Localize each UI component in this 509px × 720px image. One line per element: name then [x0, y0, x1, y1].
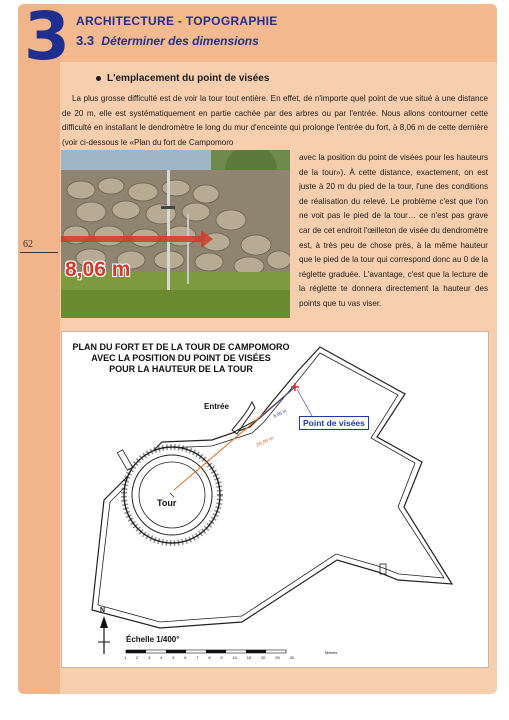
scale-tick: 9: [220, 655, 223, 660]
north-label: N: [100, 607, 106, 614]
scale-ticks: [124, 655, 294, 660]
distance-tower-label: 20,00 m: [255, 435, 275, 449]
subsection-number: 3.3: [76, 33, 95, 48]
bullet-heading-text: L'emplacement du point de visées: [107, 73, 270, 84]
scale-tick: 2: [136, 655, 139, 660]
wall-photo: [61, 150, 290, 318]
subsection-title: [76, 33, 259, 48]
entrance-label: Entrée: [204, 402, 229, 411]
scale-tick: 6: [184, 655, 187, 660]
scale-tick: 8: [208, 655, 211, 660]
scale-tick: 1: [124, 655, 127, 660]
distance-wall-label: 8,06 m: [272, 408, 288, 419]
scale-tick: 20: [260, 655, 266, 660]
scale-label: [126, 635, 179, 644]
scale-tick: 5: [172, 655, 175, 660]
chapter-number: 3: [24, 0, 68, 75]
scale-tick: 10: [232, 655, 237, 660]
scale-tick: 3: [148, 655, 151, 660]
side-paragraph: avec la position du point de visées pour les hauteurs de la tour»). À cette distance, exactement, on est juste à 20 m du pied de la tour, l'une des conditions de réalisation du relevé. Le problème c'est que l'on ne voit pas le pied de la tour… ce n'est pas grave car de cet endroit l'œilleton de visée du dendromètre est, à très peu de chose près, à la même hauteur que le pied de la tour qui correspond donc au 0 de la réglette graduée. L'avantage, c'est que la lecture de la réglette te donnera directement la hauteur des points que tu vas viser.: [299, 153, 488, 308]
bullet-heading: [96, 73, 269, 84]
fort-plan-figure: [61, 331, 489, 668]
wall-photo-illustration: [61, 150, 290, 318]
plan-title-line-3: POUR LA HAUTEUR DE LA TOUR: [109, 364, 253, 374]
intro-paragraph: La plus grosse difficulté est de voir la tour tout entière. En effet, de n'importe quel point de vue situé à une distance de 20 m, elle est systématiquement en partie cachée par des arbres ou par l'entrée. Nous allons contourner cette difficulté en installant le dendromètre le long du mur d'enceinte qui prolonge l'entrée du fort, à 8,06 m de cette dernière (voir ci-dessous le «Plan du fort de Campomoro: [62, 94, 488, 147]
fort-plan-drawing: [62, 332, 490, 669]
meters-label: Mètres: [325, 650, 338, 655]
page-number: 62: [23, 239, 33, 250]
point-leader-line: [297, 389, 312, 416]
scale-tick: 25: [275, 655, 280, 660]
side-bastion: [117, 450, 132, 470]
scale-bar-seg1: [126, 650, 146, 653]
scale-label-text: Échelle 1/400°: [126, 635, 180, 644]
scale-bar-seg2: [166, 650, 186, 653]
tower-label: Tour: [157, 498, 177, 508]
scale-bar-seg3: [206, 650, 226, 653]
plan-title-line-1: PLAN DU FORT ET DE LA TOUR DE CAMPOMORO: [72, 342, 290, 352]
north-arrow-head: [100, 616, 108, 628]
left-margin-strip: [18, 4, 60, 694]
plan-title: [66, 342, 296, 375]
scale-bar-seg4: [246, 650, 266, 653]
scale-tick: 4: [160, 655, 163, 660]
scale-tick: 7: [196, 655, 199, 660]
plan-title-line-2: AVEC LA POSITION DU POINT DE VISÉES: [91, 353, 271, 363]
subsection-label: Déterminer des dimensions: [101, 34, 259, 48]
bullet-dot-icon: [96, 76, 101, 81]
photo-measurement-label: 8,06 m: [65, 258, 131, 281]
scale-tick: 30: [289, 655, 294, 660]
section-title: ARCHITECTURE - TOPOGRAPHIE: [76, 14, 278, 28]
sighting-point-label: Point de visées: [299, 416, 369, 430]
page-number-rule: [20, 252, 58, 253]
scale-tick: 15: [246, 655, 252, 660]
